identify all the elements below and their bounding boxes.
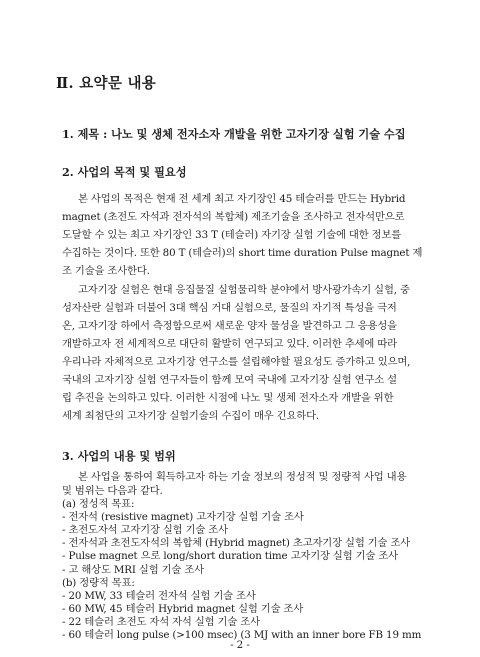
section-3-heading: 3. 사업의 내용 및 범위	[62, 449, 176, 463]
text-line: 개발하고자 전 세계적으로 대단히 활발히 연구되고 있다. 이러한 추세에 따라	[62, 338, 397, 350]
list-item: - 20 MW, 33 테슬러 전자석 실험 기술 조사	[62, 589, 256, 602]
text-line: 본 사업을 통하여 획득하고자 하는 기술 정보의 정성적 및 정량적 사업 내용	[78, 471, 407, 484]
section-2-heading: 2. 사업의 목적 및 필요성	[62, 165, 187, 179]
text-line: 고자기장 실험은 현대 응집물질 실험물리학 분야에서 방사광가속기 실험, 중	[78, 284, 410, 296]
list-item: - 고 해상도 MRI 실험 기술 조사	[62, 563, 204, 576]
text-line: 온, 고자기장 하에서 측정함으로써 새로운 양자 물성을 발견하고 그 응용성을	[62, 320, 397, 332]
text-line: 국내의 고자기장 실험 연구자들이 함께 모여 국내에 고자기장 실험 연구소 설	[62, 374, 397, 386]
list-item: - 초전도자석 고자기장 실험 기술 조사	[62, 524, 228, 537]
list-item: - 60 테슬러 long pulse (>100 msec) (3 MJ with an inner bore FB 19 mm	[62, 629, 422, 641]
text-line: 립 추진을 논의하고 있다. 이러한 시점에 나노 및 생체 전자소자 개발을 위한	[62, 392, 394, 404]
quantitative-goals-label: (b) 정량적 목표:	[62, 576, 135, 589]
chapter-title: Ⅱ. 요약문 내용	[56, 75, 157, 92]
list-item: - 22 테슬러 초전도 자석 자석 실험 기술 조사	[62, 615, 260, 628]
text-line: magnet (초전도 자석과 전자석의 복합체) 제조기술을 조사하고 전자석만으로	[62, 211, 405, 223]
text-line: 조 기술을 조사한다.	[62, 265, 150, 277]
text-line: 및 범위는 다음과 같다.	[62, 484, 163, 497]
list-item: - 60 MW, 45 테슬러 Hybrid magnet 실험 기술 조사	[62, 602, 304, 615]
text-line: 본 사업의 목적은 현재 전 세계 최고 자기장인 45 테슬러를 만드는 Hybrid	[78, 193, 406, 205]
list-item: - 전자석 (resistive magnet) 고자기장 실험 기술 조사	[62, 511, 304, 524]
section-1-heading: 1. 제목 : 나노 및 생체 전자소자 개발을 위한 고자기장 실험 기술 수집	[62, 127, 406, 141]
text-line: 성자산란 실험과 더불어 3대 핵심 거대 실험으로, 물질의 자기적 특성을 극저	[62, 302, 397, 314]
page-number: - 2 -	[230, 640, 250, 651]
qualitative-goals-label: (a) 정성적 목표:	[62, 498, 135, 510]
text-line: 도달할 수 있는 최고 자기장인 33 T (테슬러) 자기장 실험 기술에 대한 정보를	[62, 229, 402, 241]
text-line: 세계 최첨단의 고자기장 실험기술의 수집이 매우 긴요하다.	[62, 410, 319, 422]
text-line: 수집하는 것이다. 또한 80 T (테슬러)의 short time duration Pulse magnet 제	[62, 247, 423, 259]
text-line: 우리나라 자체적으로 고자기장 연구소를 설립해야할 필요성도 증가하고 있으며,	[62, 356, 411, 368]
list-item: - Pulse magnet 으로 long/short duration time 고자기장 실험 기술 조사	[62, 550, 398, 563]
list-item: - 전자석과 초전도자석의 복합체 (Hybrid magnet) 초고자기장 실험 기술 조사	[62, 537, 411, 550]
